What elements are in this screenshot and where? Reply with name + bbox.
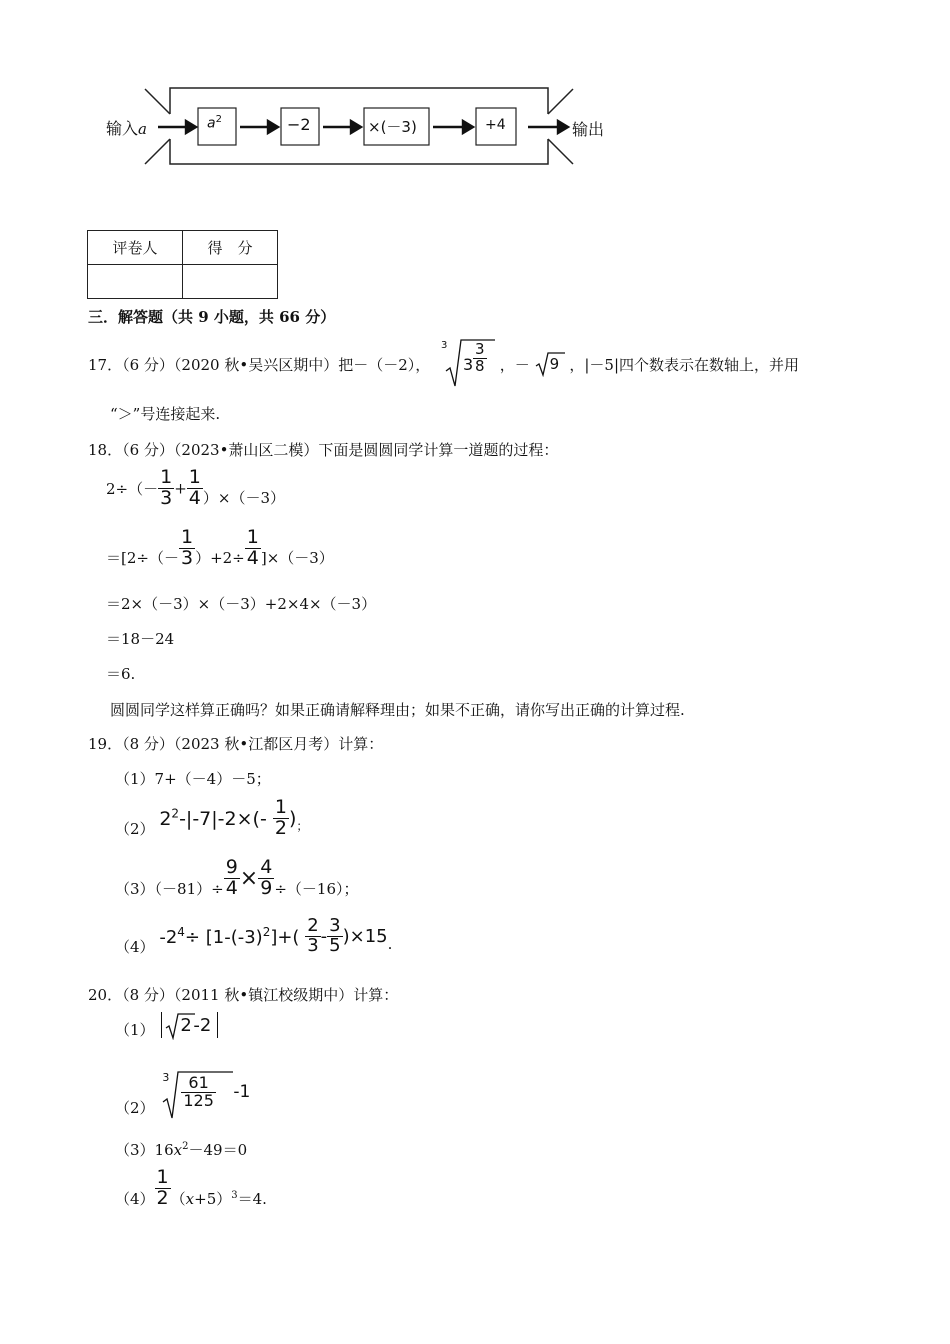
input-var: a: [138, 120, 147, 138]
box-square-label: $a^2$: [207, 114, 222, 132]
score-table-grader-header: 评卷人: [88, 231, 183, 265]
q18-lead: 18．（6 分）（2023•萧山区二模）下面是圆圆同学计算一道题的过程：: [88, 441, 559, 459]
q18-line2: ＝[2÷（－ $\frac{1}{3}$ ）+2÷ $\frac{1}{4}$ ]×（－3）: [106, 526, 334, 569]
q19-lead: 19．（8 分）（2023 秋•江都区月考）计算：: [88, 735, 384, 753]
output-label: 输出: [572, 120, 605, 139]
score-table-score-cell[interactable]: [183, 265, 278, 299]
q20-part1: （1） 2 -2: [115, 1012, 221, 1044]
q17-line2: “＞”号连接起来.: [110, 405, 221, 423]
q20-part2: （2） 3 $\frac{61}{125}$ -1: [115, 1068, 269, 1120]
box-plus4-label: +4: [485, 117, 506, 133]
section-title: 三．解答题（共 9 小题，共 66 分）: [88, 308, 336, 326]
q20-cube-root-expr: 3 $\frac{61}{125}$ -1: [159, 1068, 269, 1120]
q18-line3: ＝2×（－3）×（－3）+2×4×（－3）: [106, 595, 377, 613]
score-table: [87, 230, 278, 299]
q19-part2: （2） $2^2-|-7|-2\times(-$ $\frac{1}{2}$ )；: [115, 796, 309, 839]
q17-cube-root: 3 3 $\frac{3}{8}$: [435, 338, 495, 390]
q20-lead: 20．（8 分）（2011 秋•镇江校级期中）计算：: [88, 986, 399, 1004]
q19-part1: （1）7+（－4）－5；: [115, 770, 271, 788]
input-label: 输入a: [106, 119, 147, 138]
box-minus2-label: −2: [287, 115, 311, 134]
q19-part4: （4） $-2^4\div [1-(-3)^2]+$( $\frac{2}{3}$ - $\frac{3}{5}$ )×15.: [115, 915, 393, 956]
q17-sqrt: 9: [535, 351, 565, 377]
q18-line5: ＝6.: [106, 665, 136, 683]
q17-line1: 17．（6 分）（2020 秋•吴兴区期中）把－（－2）， 3 3 $\frac{3}{8}$ ，－ 9 ，|－5|四个数表示在数轴上，并用: [88, 338, 799, 394]
score-table-score-header: 得 分: [183, 231, 278, 265]
q18-line1: 2÷（－ $\frac{1}{3}$ + $\frac{1}{4}$ ）×（－3）: [106, 466, 286, 509]
q17-lead: 17．（6 分）（2020 秋•吴兴区期中）把－（－2），: [88, 355, 431, 374]
q18-question: 圆圆同学这样算正确吗？如果正确请解释理由；如果不正确，请你写出正确的计算过程.: [110, 701, 685, 719]
box-times-neg3-label: ×(－3): [368, 118, 417, 136]
q20-abs-expr: 2 -2: [159, 1012, 221, 1040]
q18-line4: ＝18－24: [106, 630, 175, 648]
q20-part3: $(3)16x^2-49=0$: [115, 1141, 248, 1159]
q19-part3: （3）（－81）÷ $\frac{9}{4}$ × $\frac{4}{9}$ ÷（－16）；: [115, 856, 359, 899]
q20-part4: （4） $\frac{1}{2}$ $(x+5)^3=4$.: [115, 1166, 267, 1209]
flow-diagram-frame: [100, 84, 620, 170]
score-table-grader-cell[interactable]: [88, 265, 183, 299]
